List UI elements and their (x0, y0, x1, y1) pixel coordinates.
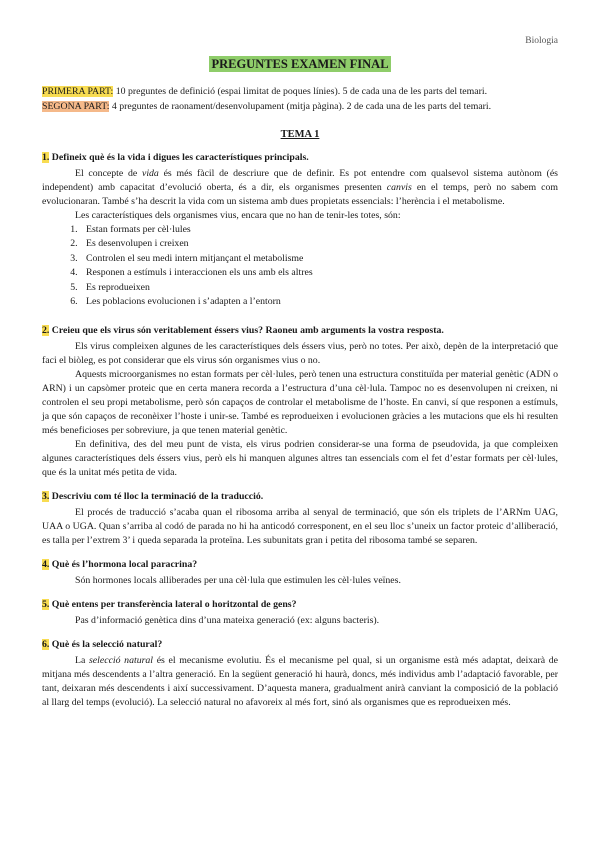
question-title (42, 324, 558, 338)
list-item: 6. Les poblacions evolucionen i s’adapten a l’entorn (80, 295, 558, 309)
page-title-wrap (42, 55, 558, 72)
answer-paragraph: Aquests microorganismes no estan formats per cèl·lules, però tenen una estructura constituïda per material genètic (ADN o ARN) i un capsòmer proteic que en certa manera recorda a l’estructura d’una cèl·lula. Tampoc no es desenvolupen ni creixen, ni controlen el seu propi metabolisme, però són capaços de controlar el metabolisme de l’hoste. En canvi, sí que responen a estímuls, ja que són capaços de reconèixer l’hoste i unir-se. També es reprodueixen i evolucionen gràcies a les mutacions que els hi resulten més beneficioses per sobreviure, ja que tenen material genètic. (42, 369, 558, 437)
question-1 (42, 151, 558, 309)
list-item: 5. Es reprodueixen (80, 281, 558, 295)
answer-paragraph: Són hormones locals alliberades per una cèl·lula que estimulen les cèl·lules veïnes. (75, 575, 401, 587)
question-title (42, 558, 558, 572)
question-title (42, 151, 558, 165)
question-title (42, 598, 558, 612)
question-number: 6. (42, 639, 50, 651)
answer-paragraph: Pas d’informació genètica dins d’una mateixa generació (ex: alguns bacteris). (75, 615, 380, 627)
question-text: Defineix què és la vida i digues les característiques principals. (49, 152, 309, 163)
list-item: 1. Estan formats per cèl·lules (80, 223, 558, 237)
question-number: 5. (42, 599, 50, 611)
question-number: 3. (42, 491, 50, 503)
question-text: Què entens per transferència lateral o horitzontal de gens? (49, 599, 297, 611)
question-5 (42, 598, 558, 628)
question-4 (42, 558, 558, 588)
part-1-line (42, 84, 558, 99)
page-title: PREGUNTES EXAMEN FINAL (211, 57, 389, 71)
question-text: Creieu que els virus són veritablement éssers vius? Raoneu amb arguments la vostra resposta. (49, 325, 444, 337)
part-1-text: 10 preguntes de definició (espai limitat de poques línies). 5 de cada una de les parts del temari. (113, 86, 488, 97)
question-text: Què és la selecció natural? (49, 639, 163, 651)
answer-paragraph: La selecció natural és el mecanisme evolutiu. És el mecanisme pel qual, si un organisme està més adaptat, deixarà de mitjana més descendents a l’altra generació. En la següent generació hi haurà, doncs, més individus amb l’adaptació favorable, per tant, deixaran més descendents i així successivament. D’aquesta manera, gradualment anirà canviant la composició de la població al llarg del temps (evolució). La selecció natural no afavoreix al més fort, sinó als organismes que es reprodueixen més. (42, 655, 558, 709)
question-text: Què és l’hormona local paracrina? (49, 559, 198, 571)
list-item: 2. Es desenvolupen i creixen (80, 237, 558, 251)
part-1-label: PRIMERA PART: (42, 86, 114, 97)
question-number: 2. (42, 325, 50, 337)
answer-paragraph: Els virus compleixen algunes de les característiques dels éssers vius, però no totes. Per això, depèn de la interpretació que faci el biòleg, es pot considerar que els virus són organismes vius o no. (42, 341, 558, 367)
question-6 (42, 638, 558, 710)
part-2-label: SEGONA PART: (42, 101, 110, 112)
exam-structure (42, 84, 558, 114)
answer-paragraph: En definitiva, des del meu punt de vista, els virus podrien considerar-se una forma de pseudovida, ja que compleixen algunes característiques dels éssers vius, però els hi manquen algunes altres tan essencials com el fet d’estar formats per cèl·lules, que és la unitat més petita de vida. (42, 439, 558, 479)
list-item: 4. Responen a estímuls i interaccionen els uns amb els altres (80, 266, 558, 280)
question-number: 4. (42, 559, 50, 571)
question-number: 1. (42, 152, 50, 163)
characteristics-list (42, 223, 558, 309)
subject-label: Biologia (525, 36, 558, 46)
question-3 (42, 490, 558, 548)
answer-paragraph: Les característiques dels organismes vius, encara que no han de tenir-les totes, són: (75, 210, 401, 221)
question-title (42, 490, 558, 504)
question-2 (42, 324, 558, 480)
question-title (42, 638, 558, 652)
list-item: 3. Controlen el seu medi intern mitjançant el metabolisme (80, 252, 558, 266)
question-text: Descriviu com té lloc la terminació de la traducció. (49, 491, 264, 503)
part-2-text: 4 preguntes de raonament/desenvolupament (mitja pàgina). 2 de cada una de les parts del temari. (109, 101, 492, 112)
part-2-line (42, 99, 558, 114)
document-page (42, 0, 558, 710)
answer-paragraph: El procés de traducció s’acaba quan el ribosoma arriba al senyal de terminació, que són els triplets de l’ARNm UAG, UAA o UGA. Quan s’arriba al codó de parada no hi ha anticodó corresponent, en el seu lloc s’uneix un factor proteic d’alliberació, es talla per l’extrem 3’ i queda separada la proteïna. Les subunitats gran i petita del ribosoma també se separen. (42, 507, 558, 547)
answer-paragraph: El concepte de vida és més fàcil de descriure que de definir. Es pot entendre com qualsevol sistema autònom (és independent) amb capacitat d’evolució oberta, és a dir, els organismes presenten canvis en el temps, però no sabem com evolucionaran. També s’ha descrit la vida com un sistema amb dues propietats essencials: l’herència i el metabolisme. (42, 168, 558, 207)
section-heading: TEMA 1 (280, 129, 320, 140)
